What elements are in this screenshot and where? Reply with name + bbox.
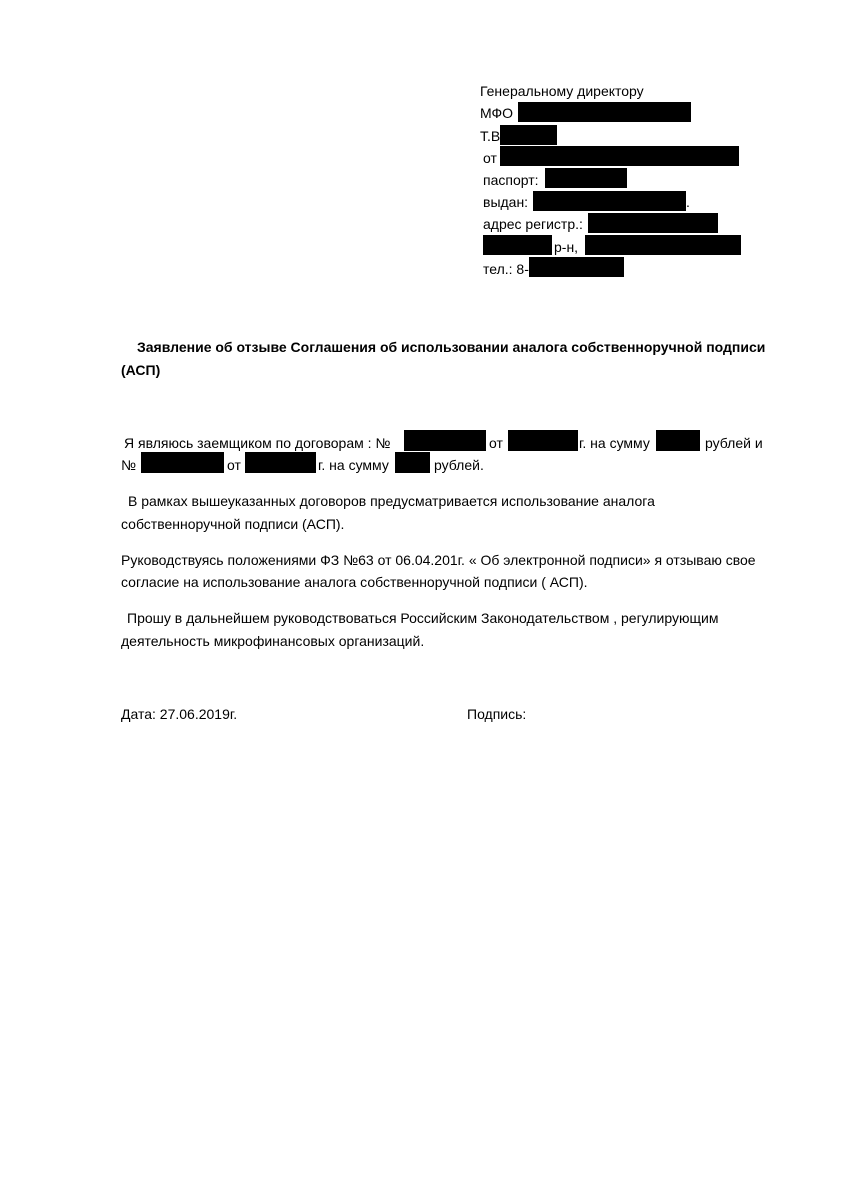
p1-text-g: г. на сумму <box>318 457 389 473</box>
signature-label: Подпись: <box>467 706 527 722</box>
redaction-bar <box>518 102 691 122</box>
p1-text-e: № <box>121 457 137 473</box>
redaction-bar <box>395 452 430 473</box>
p1-text-a: Я являюсь заемщиком по договорам : № <box>124 435 391 451</box>
p1-text-h: рублей. <box>434 457 484 473</box>
title-line-1: Заявление об отзыве Соглашения об использовании аналога собственноручной подписи <box>137 339 766 355</box>
redaction-bar <box>508 430 578 451</box>
title-line-2: (АСП) <box>121 362 161 378</box>
header-line-district: р-н, <box>554 239 579 255</box>
header-line-issued: выдан: <box>483 194 529 210</box>
redaction-bar <box>500 146 739 166</box>
header-line-issued-period: . <box>686 194 690 210</box>
p2-line-1: В рамках вышеуказанных договоров предусматривается использование аналога <box>128 493 655 509</box>
redaction-bar <box>483 235 552 255</box>
header-line-director: Генеральному директору <box>480 83 644 99</box>
p1-text-d: рублей и <box>705 435 763 451</box>
p2-line-2: собственноручной подписи (АСП). <box>121 516 345 532</box>
redaction-bar <box>141 452 224 473</box>
redaction-bar <box>533 191 686 211</box>
p4-line-1: Прошу в дальнейшем руководствоваться Российским Законодательством , регулирующим <box>127 610 719 626</box>
p4-line-2: деятельность микрофинансовых организаций. <box>121 633 425 649</box>
header-line-mfo: МФО <box>480 105 514 121</box>
redaction-bar <box>545 168 627 188</box>
header-line-initials: Т.В <box>480 128 501 144</box>
redaction-bar <box>245 452 316 473</box>
header-line-from: от <box>483 150 497 166</box>
p3-line-2: согласие на использование аналога собственноручной подписи ( АСП). <box>121 574 588 590</box>
header-line-phone: тел.: 8- <box>483 261 529 277</box>
header-line-passport: паспорт: <box>483 172 539 188</box>
p1-text-c: г. на сумму <box>579 435 650 451</box>
redaction-bar <box>529 257 624 277</box>
redaction-bar <box>500 125 557 145</box>
header-line-address: адрес регистр.: <box>483 216 583 232</box>
date-label: Дата: 27.06.2019г. <box>121 706 238 722</box>
redaction-bar <box>404 430 486 451</box>
redaction-bar <box>588 213 718 233</box>
p1-text-b: от <box>489 435 503 451</box>
redaction-bar <box>585 235 741 255</box>
redaction-bar <box>656 430 700 451</box>
p1-text-f: от <box>227 457 241 473</box>
p3-line-1: Руководствуясь положениями ФЗ №63 от 06.04.201г. « Об электронной подписи» я отзываю свое <box>121 552 756 568</box>
